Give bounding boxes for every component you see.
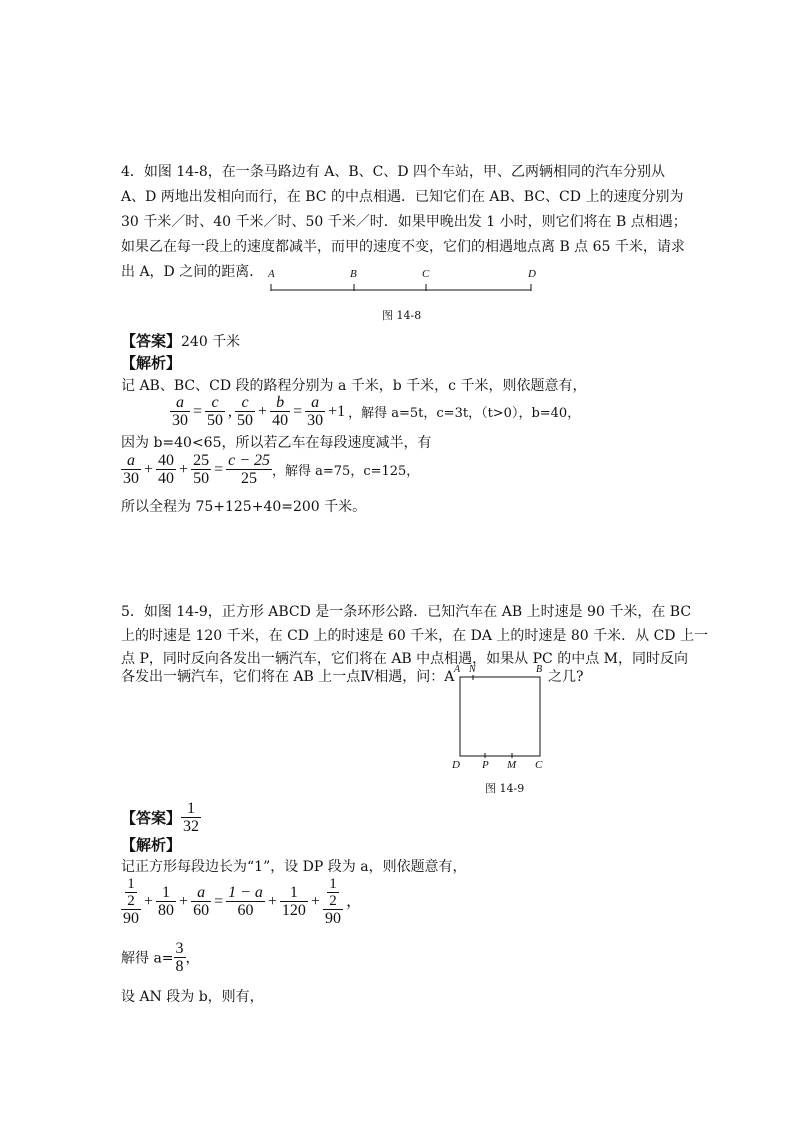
eq3-frac-a-60: $\frac{a}{60}$	[193, 884, 210, 919]
eq2-frac-25-50: $\frac{25}{50}$	[193, 452, 210, 487]
p5-last-line: 设 AN 段为 b，则有，	[121, 989, 264, 1005]
p5-analysis-line-1: 记正方形每段边长为“1”，设 DP 段为 a，则依题意有，	[121, 859, 467, 875]
fig9-caption: 图 14-9	[485, 782, 525, 795]
eq2-frac-c25-25: $\frac{c - 25}{25}$	[228, 452, 270, 487]
p4-total-line: 所以全程为 75+125+40=200 千米。	[121, 499, 367, 515]
eq1-frac-b-40: $\frac{b}{40}$	[272, 394, 289, 429]
fig8-road-line	[265, 280, 540, 296]
p4-line-5: 出 A，D 之间的距离．	[121, 264, 264, 280]
p5-solve-fraction: $\frac{3}{8}$	[175, 940, 184, 975]
eq3-frac-1-80: $\frac{1}{80}$	[158, 884, 175, 919]
eq1-frac-c-50b: $\frac{c}{50}$	[237, 394, 254, 429]
eq2-frac-a-30: $\frac{a}{30}$	[123, 452, 139, 487]
fig8-label-d: D	[528, 268, 536, 280]
eq1-frac-a-30: $\frac{a}{30}$	[172, 394, 188, 429]
p5-equation: $\frac{\frac{1}{2}}{90}$ + $\frac{1}{80}$ + $\frac{a}{60}$ = $\frac{1 - a}{60}$ + $\frac{1}{120}$ + $\frac{\frac{1}{2}}{90}$ ，	[123, 876, 362, 927]
fig8-label-c: C	[422, 268, 430, 280]
eq1-tail: ，解得 a=5t，c=3t，（t>0），b=40，	[348, 406, 581, 421]
p5-line-4: 各发出一辆汽车，它们将在 AB 上一点Ⅳ相遇，问：A	[121, 669, 455, 685]
p5-answer-label: 【答案】	[121, 809, 182, 827]
p4-answer	[121, 332, 240, 351]
p5-solve-tail: ，	[185, 950, 200, 967]
eq2-tail: ，解得 a=75，c=125，	[272, 464, 420, 479]
p4-equation-1: $\frac{a}{30}$ = $\frac{c}{50}$ , $\frac{c}{50}$ + $\frac{b}{40}$ = $\frac{a}{30}$ +1 ，解得 a=5t，c=3t，（t>0），b=40，	[172, 394, 581, 429]
fig9-label-p: P	[482, 759, 489, 771]
fig8-label-b: B	[350, 268, 357, 280]
fig9-label-a: A	[454, 664, 461, 675]
p5-solve-prefix: 解得 a=	[121, 950, 174, 967]
fig9-label-b: B	[536, 664, 543, 675]
p5-answer-fraction: $\frac{1}{32}$	[183, 800, 200, 835]
p4-line-4: 如果乙在每一段上的速度都减半，而甲的速度不变，它们的相遇地点离 B 点 65 千米，请求	[121, 239, 685, 255]
fig9-label-n: N	[469, 664, 476, 675]
p5-answer	[121, 800, 201, 835]
eq3-complex-frac-left: $\frac{\frac{1}{2}}{90}$	[123, 876, 139, 927]
eq3-frac-1a-60: $\frac{1 - a}{60}$	[228, 884, 263, 919]
eq1-frac-c-50: $\frac{c}{50}$	[207, 394, 224, 429]
p4-answer-label: 【答案】	[121, 332, 182, 350]
p4-line-2: A、D 两地出发相向而行，在 BC 的中点相遇．已知它们在 AB、BC、CD 上的速度分别为	[121, 189, 684, 205]
p5-analysis-label: 【解析】	[121, 836, 182, 854]
p4-line-1: 4．如图 14-8，在一条马路边有 A、B、C、D 四个车站，甲、乙两辆相同的汽车分别从	[121, 164, 666, 180]
eq1-frac-a-30b: $\frac{a}{30}$	[307, 394, 324, 429]
p4-because-line: 因为 b=40<65，所以若乙车在每段速度减半，有	[121, 435, 432, 451]
fig9-label-d: D	[452, 759, 460, 771]
eq3-complex-frac-right: $\frac{\frac{1}{2}}{90}$	[324, 876, 341, 927]
p4-analysis-line-1: 记 AB、BC、CD 段的路程分别为 a 千米，b 千米，c 千米，则依题意有，	[121, 378, 587, 394]
p4-answer-value: 240 千米	[181, 334, 241, 350]
p5-line-1: 5．如图 14-9，正方形 ABCD 是一条环形公路．已知汽车在 AB 上时速是 90 千米，在 BC	[121, 604, 692, 620]
p5-line-3: 点 P，同时反向各发出一辆汽车，它们将在 AB 中点相遇，如果从 PC 的中点 M，同时反向	[121, 651, 688, 667]
fig9-label-c: C	[535, 759, 543, 771]
p4-line-3: 30 千米／时、40 千米／时、50 千米／时．如果甲晚出发 1 小时，则它们将在 B 点相遇；	[121, 214, 687, 230]
fig8-label-a: A	[268, 268, 275, 280]
p4-analysis-label: 【解析】	[121, 354, 182, 372]
p5-line-4-tail: 之几?	[548, 669, 584, 685]
fig9-square	[455, 672, 547, 760]
p4-equation-2: $\frac{a}{30}$ + $\frac{40}{40}$ + $\frac{25}{50}$ = $\frac{c - 25}{25}$ ，解得 a=75，c=125，	[123, 452, 420, 487]
fig9-label-m: M	[507, 759, 517, 771]
eq2-frac-40-40: $\frac{40}{40}$	[158, 452, 175, 487]
p5-solve-line	[121, 940, 200, 975]
fig8-caption: 图 14-8	[382, 309, 422, 322]
eq3-frac-1-120: $\frac{1}{120}$	[281, 884, 306, 919]
p5-line-2: 上的时速是 120 千米，在 CD 上的时速是 60 千米，在 DA 上的时速是 80 千米．从 CD 上一	[121, 628, 708, 644]
